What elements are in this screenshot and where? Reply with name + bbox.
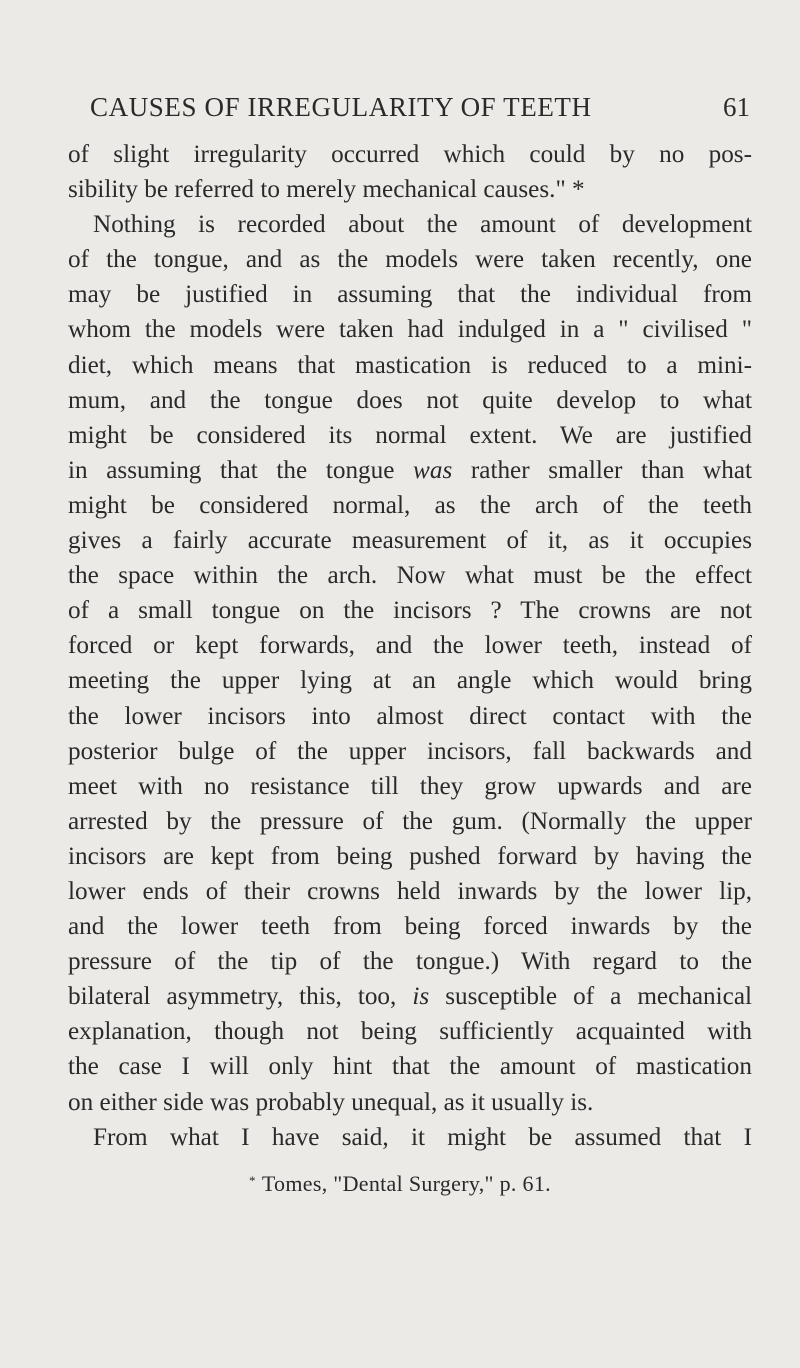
text-line: on either side was probably unequal, as it usually is. [68, 1088, 594, 1116]
text-line: might be considered normal, as the arch of the teeth [68, 491, 752, 519]
text-line: the space within the arch. Now what must be the effect [68, 562, 752, 590]
text-line: whom the models were taken had indulged in a " civilised " [68, 316, 752, 344]
footnote [0, 1171, 800, 1197]
emphasis: was [413, 456, 453, 484]
text-line: the lower incisors into almost direct contact with the [68, 702, 752, 730]
footnote-marker: * [249, 1173, 256, 1188]
text-line: incisors are kept from being pushed forward by having the [68, 842, 752, 870]
text-line: bilateral asymmetry, this, too, is susceptible of a mechanical [68, 983, 753, 1011]
text-line: diet, which means that mastication is reduced to a mini- [68, 351, 752, 379]
text-line: Nothing is recorded about the amount of development [93, 211, 752, 239]
text-line: sibility be referred to merely mechanical causes." * [68, 176, 585, 204]
text-line: meet with no resistance till they grow upwards and are [68, 772, 752, 800]
text-line: might be considered its normal extent. We are justified [68, 421, 752, 449]
footnote-text: Tomes, "Dental Surgery," p. 61. [261, 1171, 551, 1196]
running-head [90, 92, 750, 126]
text-line: of the tongue, and as the models were taken recently, one [68, 246, 752, 274]
text-line: explanation, though not being sufficiently acquainted with [68, 1018, 752, 1046]
text-line: of slight irregularity occurred which could by no pos- [68, 141, 752, 168]
text-line: From what I have said, it might be assumed that I [93, 1123, 752, 1151]
text-line: the case I will only hint that the amount of mastication [68, 1053, 752, 1081]
text-line: arrested by the pressure of the gum. (Normally the upper [68, 807, 752, 835]
text-line: in assuming that the tongue was rather smaller than what [68, 456, 752, 484]
emphasis: is [412, 983, 430, 1011]
page-number: 61 [723, 92, 750, 122]
text-line: may be justified in assuming that the individual from [68, 281, 752, 309]
text-line: posterior bulge of the upper incisors, fall backwards and [68, 737, 752, 765]
text-line: forced or kept forwards, and the lower teeth, instead of [68, 632, 752, 660]
text-line: and the lower teeth from being forced inwards by the [68, 913, 752, 941]
text-line: gives a fairly accurate measurement of it, as it occupies [68, 527, 752, 555]
text-line: of a small tongue on the incisors ? The crowns are not [68, 597, 752, 625]
body-text [68, 137, 752, 1155]
text-line: pressure of the tip of the tongue.) With regard to the [68, 948, 752, 976]
text-line: mum, and the tongue does not quite develop to what [68, 386, 752, 414]
running-head-title: CAUSES OF IRREGULARITY OF TEETH [90, 92, 592, 122]
text-line: meeting the upper lying at an angle which would bring [68, 667, 752, 695]
text-line: lower ends of their crowns held inwards by the lower lip, [68, 877, 752, 905]
